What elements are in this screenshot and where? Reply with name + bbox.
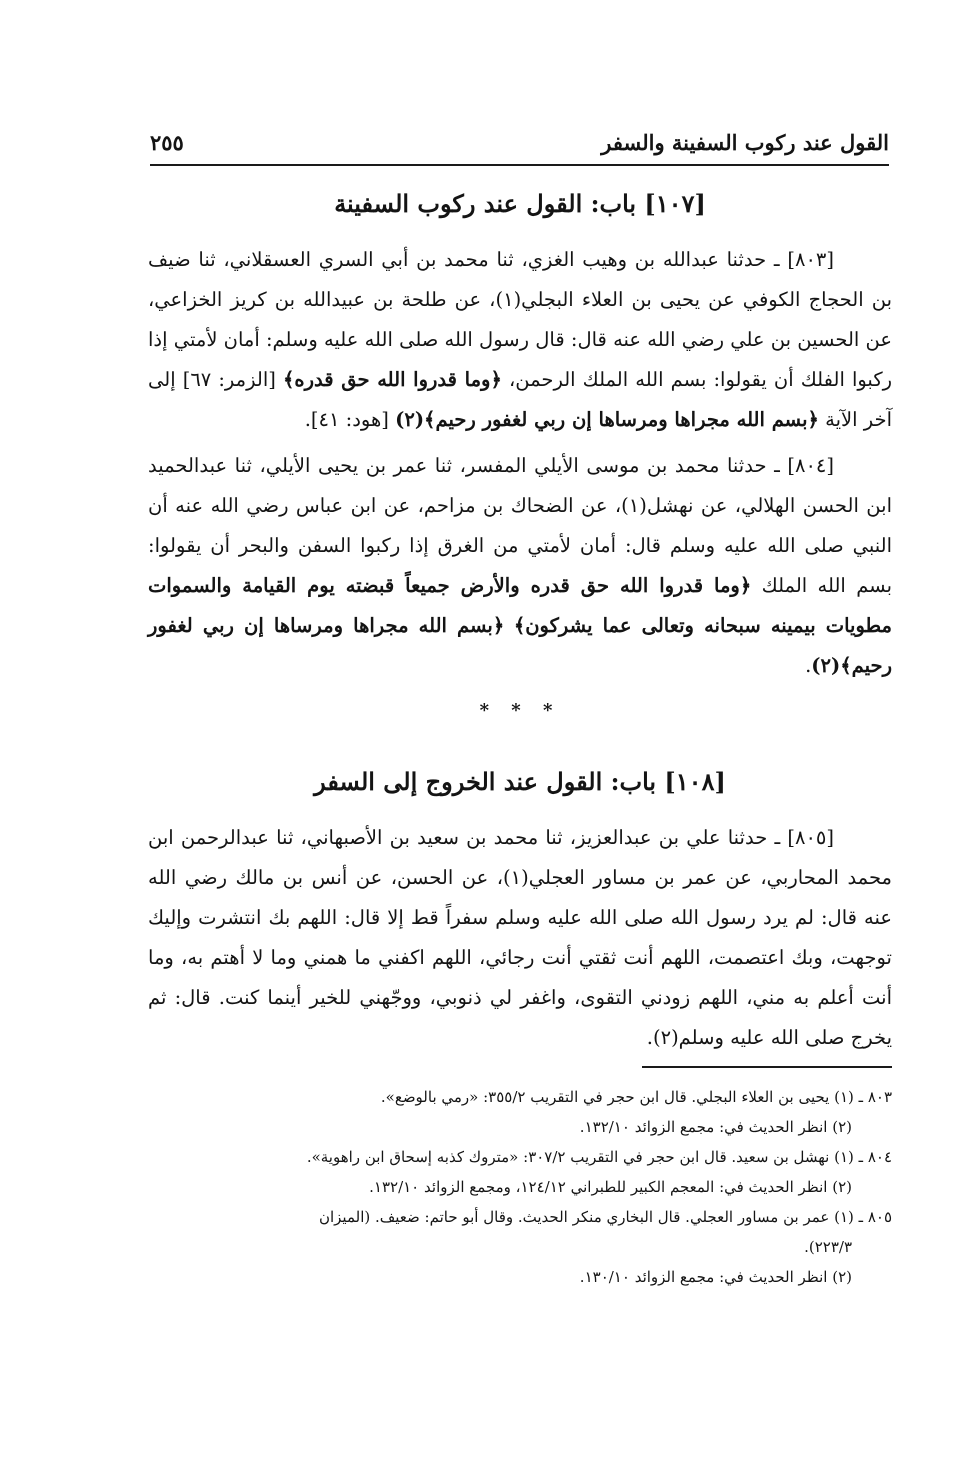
hadith-803-text-2: [الزمر: ٦٧] إلى آخر الآية: [148, 368, 892, 431]
quran-quote: ﴿وما قدروا الله حق قدره والأرض جميعاً قبضته يوم القيامة والسموات مطويات بيمينه سبحانه وتعالى عما يشركون﴾: [148, 574, 892, 637]
chapter-heading-108: [١٠٨] باب: القول عند الخروج إلى السفر: [314, 767, 726, 796]
footnote-804-2: (٢) انظر الحديث في: المعجم الكبير للطبراني ١٢٤/١٢، ومجمع الزوائد ١٣٢/١٠.: [369, 1178, 852, 1196]
hadith-804: [148, 446, 892, 686]
running-head-title: القول عند ركوب السفينة والسفر: [601, 130, 889, 155]
running-head: [150, 126, 889, 166]
hadith-804-text: [٨٠٤] ـ حدثنا محمد بن موسى الأيلي المفسر، ثنا عمر بن يحيى الأيلي، ثنا عبدالحميد ابن الحسن الهلالي، عن نهشل(١)، عن الضحاك بن مزاحم، عن ابن عباس رضي الله عنه أن النبي صلى الله عليه وسلم قال: أمان لأمتي من الغرق إذا ركبوا السفن والبحر أن يقولوا: بسم الله الملك: [148, 454, 893, 597]
quran-quote: ﴿بسم الله مجراها ومرساها إن ربي لغفور رحيم﴾(٢): [395, 408, 819, 431]
quran-quote: ﴿وما قدروا الله حق قدره﴾: [282, 368, 502, 391]
hadith-803-text-3: [هود: ٤١].: [304, 408, 389, 431]
hadith-803: [148, 240, 892, 440]
main-text: [148, 170, 892, 1064]
footnote-805-1: ٨٠٥ ـ (١) عمر بن مساور العجلي. قال البخاري منكر الحديث. وقال أبو حاتم: ضعيف. (الميزان: [318, 1208, 892, 1226]
footnotes: [180, 1066, 892, 1292]
section-separator: * * *: [479, 700, 561, 721]
footnote-805-1-continued: ٢٢٣/٣).: [804, 1238, 852, 1256]
hadith-803-text: [٨٠٣] ـ حدثنا عبدالله بن وهيب الغزي، ثنا محمد بن أبي السري العسقلاني، ثنا ضيف بن الحجاج الكوفي عن يحيى بن العلاء البجلي(١)، عن طلحة بن عبيدالله بن كريز الخزاعي، عن الحسين بن علي رضي الله عنه قال: قال رسول الله صلى الله عليه وسلم: أمان لأمتي إذا ركبوا الفلك أن يقولوا: بسم الله الملك الرحمن،: [148, 248, 893, 391]
page-number: ٢٥٥: [150, 130, 184, 155]
quran-quote: ﴿بسم الله مجراها ومرساها إن ربي لغفور رحيم﴾(٢): [148, 614, 892, 677]
header-rule: [150, 164, 889, 166]
hadith-805: [٨٠٥] ـ حدثنا علي بن عبدالعزيز، ثنا محمد بن سعيد بن الأصبهاني، ثنا عبدالرحمن ابن محمد المحاربي، عن عمر بن مساور العجلي(١)، عن الحسن، عن أنس بن مالك رضي الله عنه قال: لم يرد رسول الله صلى الله عليه وسلم سفراً قط إلا قال: اللهم بك انتشرت وإليك توجهت، وبك اعتصمت، اللهم أنت ثقتي أنت رجائي، اللهم اكفني ما همني وما لا أهتم به، وما أنت أعلم به مني، اللهم زودني التقوى، واغفر لي ذنوبي، ووجّهني للخير أينما كنت. قال: ثم يخرج صلى الله عليه وسلم(٢).: [148, 826, 892, 1049]
footnote-805-2: (٢) انظر الحديث في: مجمع الزوائد ١٣٠/١٠.: [579, 1268, 852, 1286]
footnote-803-1: ٨٠٣ ـ (١) يحيى بن العلاء البجلي. قال ابن حجر في التقريب ٣٥٥/٢: «رمي بالوضع».: [380, 1088, 892, 1106]
footnote-803-2: (٢) انظر الحديث في: مجمع الزوائد ١٣٢/١٠.: [579, 1118, 852, 1136]
hadith-804-end: .: [805, 654, 812, 677]
footnote-rule: [642, 1066, 892, 1068]
chapter-heading-107: [١٠٧] باب: القول عند ركوب السفينة: [334, 189, 706, 218]
footnote-804-1: ٨٠٤ ـ (١) نهشل بن سعيد. قال ابن حجر في التقريب ٣٠٧/٢: «متروك كذبه إسحاق ابن راهوية».: [306, 1148, 892, 1166]
